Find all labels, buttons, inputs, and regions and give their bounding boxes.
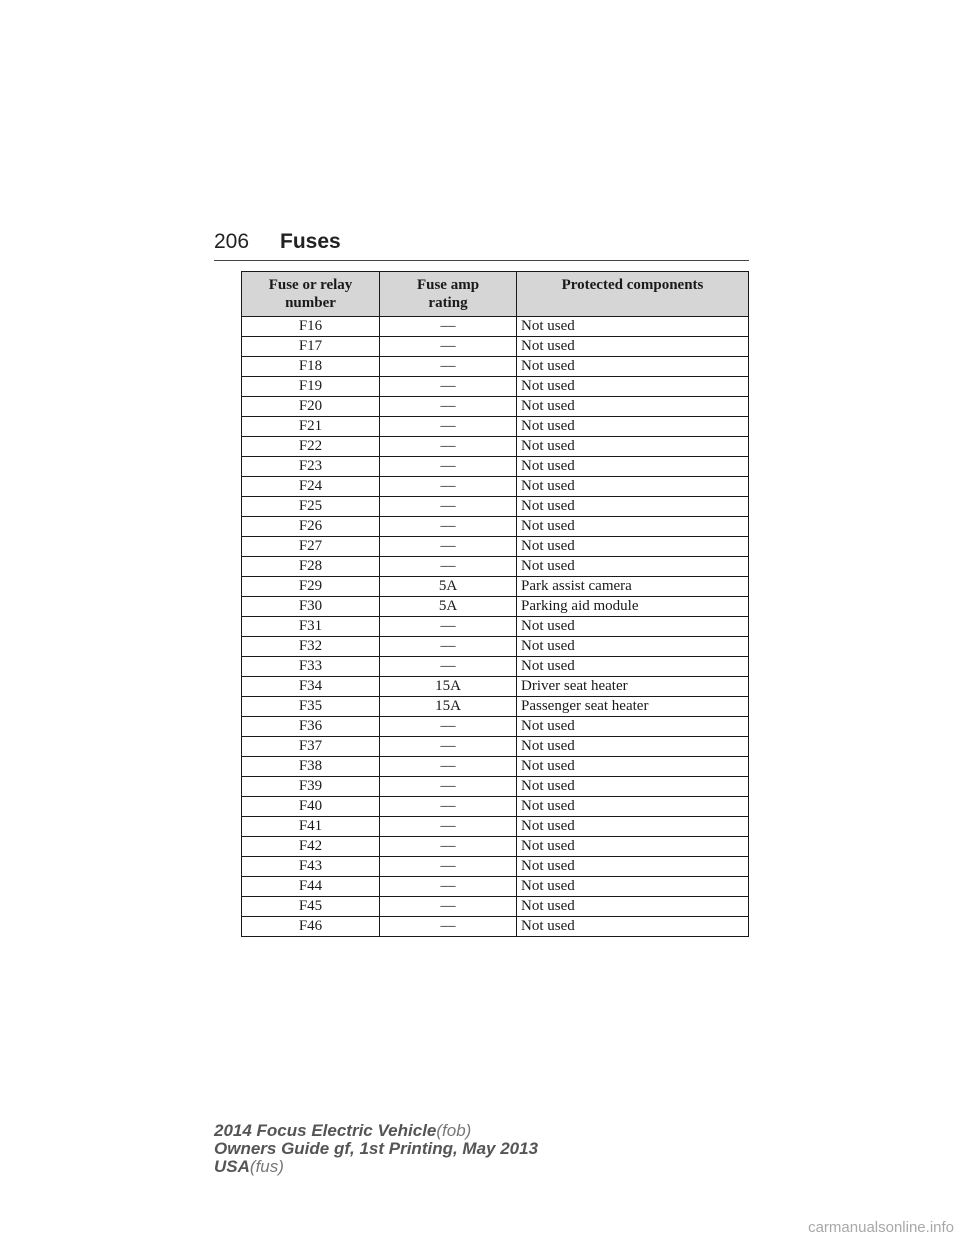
protected-component-cell: Not used	[517, 777, 749, 797]
table-row	[242, 377, 749, 397]
protected-component-cell: Not used	[517, 877, 749, 897]
fuse-number-cell: F32	[242, 637, 380, 657]
amp-rating-cell: —	[380, 777, 517, 797]
table-row	[242, 717, 749, 737]
protected-component-cell: Not used	[517, 537, 749, 557]
protected-component-cell: Not used	[517, 477, 749, 497]
protected-component-cell: Not used	[517, 917, 749, 937]
amp-rating-cell: —	[380, 897, 517, 917]
fuse-number-cell: F46	[242, 917, 380, 937]
protected-component-cell: Driver seat heater	[517, 677, 749, 697]
protected-component-cell: Not used	[517, 557, 749, 577]
fuse-number-cell: F19	[242, 377, 380, 397]
table-row	[242, 417, 749, 437]
fuse-number-cell: F31	[242, 617, 380, 637]
fuse-number-cell: F29	[242, 577, 380, 597]
amp-rating-cell: 15A	[380, 697, 517, 717]
page-number: 206	[214, 230, 250, 253]
table-row	[242, 557, 749, 577]
fuse-number-cell: F30	[242, 597, 380, 617]
footer-line-1: 2014 Focus Electric Vehicle(fob)	[214, 1121, 472, 1140]
amp-rating-cell: —	[380, 737, 517, 757]
protected-component-cell: Not used	[517, 497, 749, 517]
table-row	[242, 337, 749, 357]
table-row	[242, 497, 749, 517]
protected-component-cell: Not used	[517, 657, 749, 677]
protected-component-cell: Not used	[517, 857, 749, 877]
protected-component-cell: Not used	[517, 417, 749, 437]
table-row	[242, 877, 749, 897]
fuse-number-cell: F35	[242, 697, 380, 717]
amp-rating-cell: —	[380, 457, 517, 477]
protected-component-cell: Not used	[517, 397, 749, 417]
amp-rating-cell: —	[380, 837, 517, 857]
table-row	[242, 737, 749, 757]
fuse-number-cell: F18	[242, 357, 380, 377]
protected-component-cell: Not used	[517, 837, 749, 857]
table-row	[242, 757, 749, 777]
table-row	[242, 857, 749, 877]
table-row	[242, 777, 749, 797]
protected-component-cell: Not used	[517, 377, 749, 397]
amp-rating-cell: —	[380, 877, 517, 897]
protected-component-cell: Not used	[517, 737, 749, 757]
amp-rating-cell: —	[380, 857, 517, 877]
table-row	[242, 577, 749, 597]
table-row	[242, 437, 749, 457]
protected-component-cell: Not used	[517, 897, 749, 917]
amp-rating-cell: —	[380, 477, 517, 497]
amp-rating-cell: —	[380, 377, 517, 397]
amp-rating-cell: 15A	[380, 677, 517, 697]
amp-rating-cell: —	[380, 537, 517, 557]
amp-rating-cell: —	[380, 417, 517, 437]
protected-component-cell: Not used	[517, 517, 749, 537]
amp-rating-cell: —	[380, 337, 517, 357]
amp-rating-cell: —	[380, 817, 517, 837]
amp-rating-cell: 5A	[380, 577, 517, 597]
amp-rating-cell: 5A	[380, 597, 517, 617]
fuse-number-cell: F36	[242, 717, 380, 737]
amp-rating-cell: —	[380, 757, 517, 777]
amp-rating-cell: —	[380, 717, 517, 737]
document-footer	[214, 1122, 538, 1176]
fuse-number-cell: F21	[242, 417, 380, 437]
protected-component-cell: Not used	[517, 717, 749, 737]
page-header	[214, 228, 749, 261]
table-row	[242, 817, 749, 837]
fuse-number-cell: F25	[242, 497, 380, 517]
protected-component-cell: Not used	[517, 337, 749, 357]
table-row	[242, 897, 749, 917]
fuse-number-cell: F24	[242, 477, 380, 497]
table-row	[242, 477, 749, 497]
protected-component-cell: Not used	[517, 457, 749, 477]
protected-component-cell: Not used	[517, 757, 749, 777]
table-row	[242, 837, 749, 857]
fuse-number-cell: F33	[242, 657, 380, 677]
amp-rating-cell: —	[380, 637, 517, 657]
table-row	[242, 637, 749, 657]
table-header-row	[242, 272, 749, 317]
amp-rating-cell: —	[380, 657, 517, 677]
column-header-amp-rating: Fuse amp rating	[380, 272, 517, 317]
table-row	[242, 677, 749, 697]
fuse-number-cell: F17	[242, 337, 380, 357]
fuse-number-cell: F27	[242, 537, 380, 557]
table-row	[242, 397, 749, 417]
fuse-number-cell: F22	[242, 437, 380, 457]
fuse-number-cell: F41	[242, 817, 380, 837]
amp-rating-cell: —	[380, 517, 517, 537]
amp-rating-cell: —	[380, 557, 517, 577]
table-row	[242, 597, 749, 617]
table-row	[242, 317, 749, 337]
table-row	[242, 457, 749, 477]
fuse-number-cell: F39	[242, 777, 380, 797]
table-row	[242, 357, 749, 377]
watermark: carmanualsonline.info	[808, 1219, 954, 1236]
fuse-number-cell: F40	[242, 797, 380, 817]
footer-line-2: Owners Guide gf, 1st Printing, May 2013	[214, 1139, 539, 1158]
fuse-table	[241, 271, 749, 937]
table-row	[242, 517, 749, 537]
protected-component-cell: Not used	[517, 637, 749, 657]
protected-component-cell: Park assist camera	[517, 577, 749, 597]
amp-rating-cell: —	[380, 397, 517, 417]
section-title: Fuses	[280, 230, 341, 253]
amp-rating-cell: —	[380, 617, 517, 637]
fuse-number-cell: F45	[242, 897, 380, 917]
protected-component-cell: Passenger seat heater	[517, 697, 749, 717]
column-header-protected-components: Protected components	[517, 272, 749, 317]
protected-component-cell: Not used	[517, 797, 749, 817]
amp-rating-cell: —	[380, 917, 517, 937]
amp-rating-cell: —	[380, 437, 517, 457]
table-row	[242, 797, 749, 817]
amp-rating-cell: —	[380, 497, 517, 517]
protected-component-cell: Not used	[517, 437, 749, 457]
protected-component-cell: Not used	[517, 317, 749, 337]
protected-component-cell: Not used	[517, 617, 749, 637]
fuse-number-cell: F26	[242, 517, 380, 537]
amp-rating-cell: —	[380, 317, 517, 337]
protected-component-cell: Not used	[517, 817, 749, 837]
amp-rating-cell: —	[380, 357, 517, 377]
table-row	[242, 657, 749, 677]
table-row	[242, 917, 749, 937]
fuse-number-cell: F16	[242, 317, 380, 337]
table-row	[242, 537, 749, 557]
fuse-number-cell: F23	[242, 457, 380, 477]
table-row	[242, 697, 749, 717]
fuse-number-cell: F38	[242, 757, 380, 777]
amp-rating-cell: —	[380, 797, 517, 817]
protected-component-cell: Not used	[517, 357, 749, 377]
fuse-number-cell: F44	[242, 877, 380, 897]
fuse-number-cell: F42	[242, 837, 380, 857]
fuse-number-cell: F28	[242, 557, 380, 577]
protected-component-cell: Parking aid module	[517, 597, 749, 617]
column-header-fuse-number: Fuse or relay number	[242, 272, 380, 317]
fuse-number-cell: F37	[242, 737, 380, 757]
fuse-number-cell: F34	[242, 677, 380, 697]
fuse-number-cell: F20	[242, 397, 380, 417]
footer-line-3: USA(fus)	[214, 1157, 284, 1176]
fuse-number-cell: F43	[242, 857, 380, 877]
table-row	[242, 617, 749, 637]
